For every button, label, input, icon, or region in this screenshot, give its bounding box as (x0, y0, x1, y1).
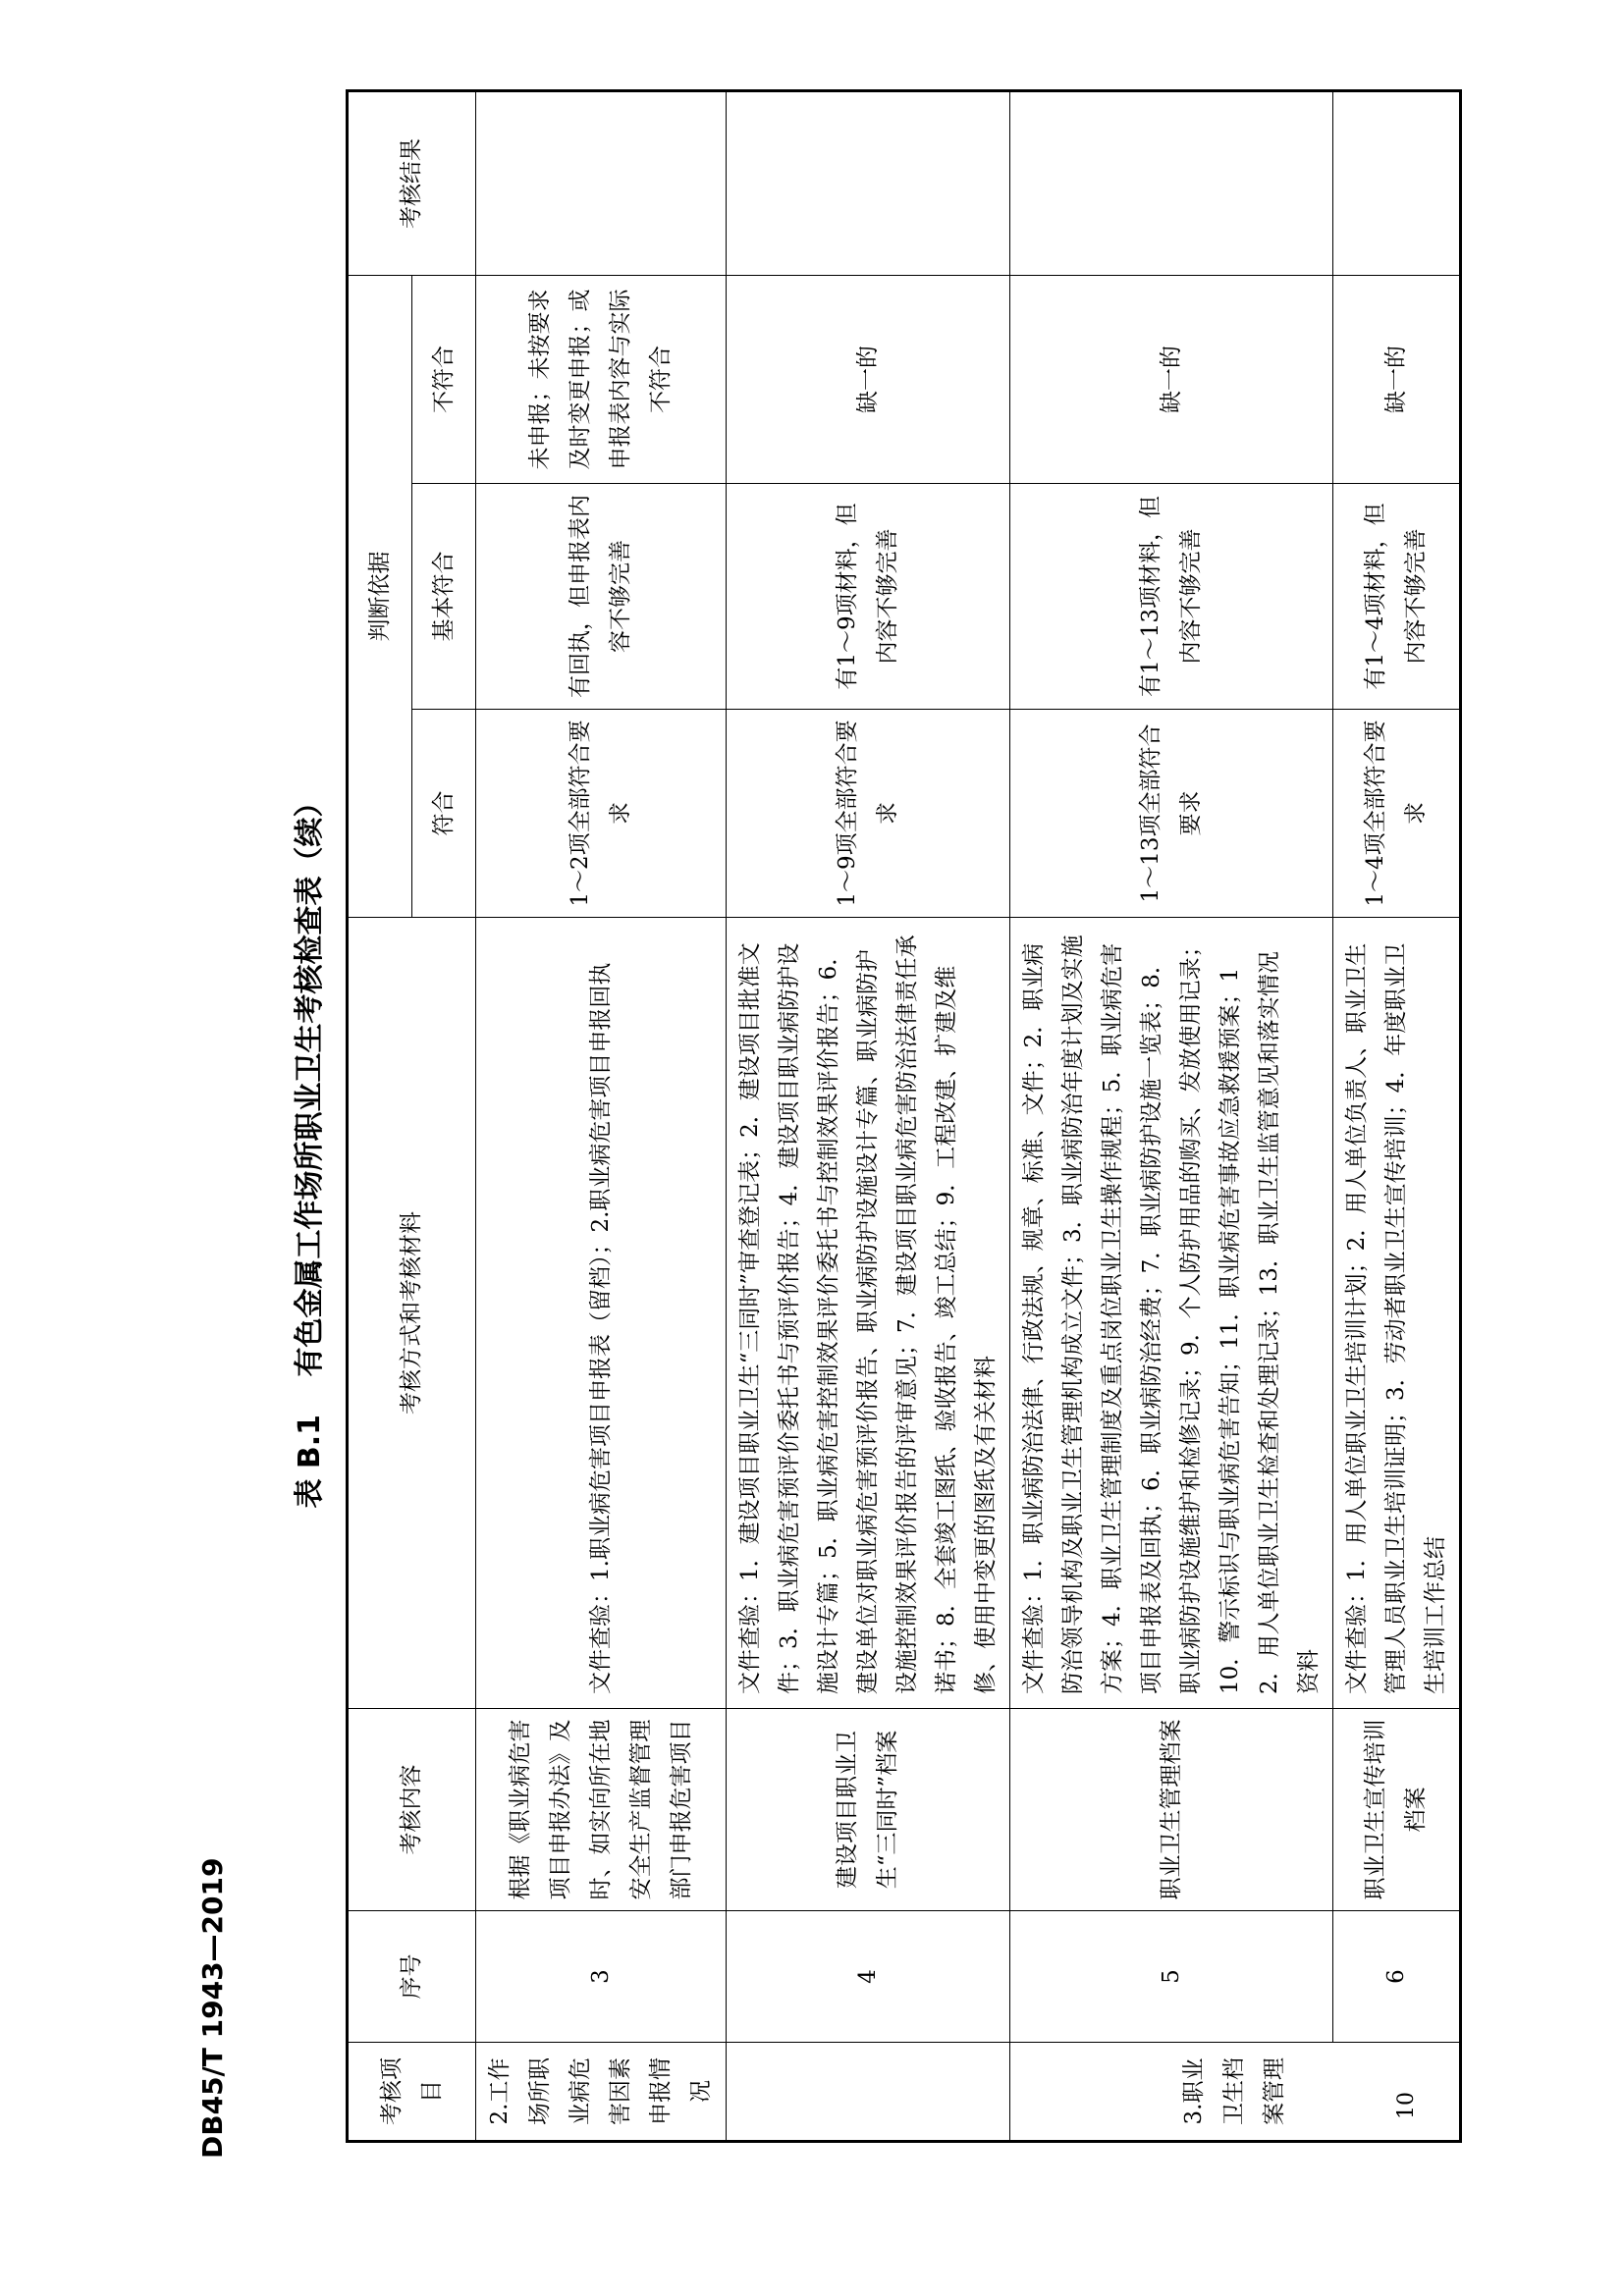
comply-cell: 1～4项全部符合要求 (1333, 710, 1461, 918)
table-caption (285, 0, 328, 2296)
row-number: 3 (476, 1911, 727, 2043)
comply-cell: 1～9项全部符合要求 (727, 710, 1010, 918)
basic-comply-cell: 有回执，但申报表内容不够完善 (476, 484, 727, 710)
noncomply-cell: 缺一的 (1333, 275, 1461, 483)
row-number: 5 (1010, 1911, 1333, 2043)
content-cell: 职业卫生管理档案 (1010, 1709, 1333, 1911)
content-cell: 根据《职业病危害项目申报办法》及时、如实向所在地安全生产监督管理部门申报危害项目 (476, 1709, 727, 1911)
row-number: 6 (1333, 1911, 1461, 2043)
comply-cell: 1～2项全部符合要求 (476, 710, 727, 918)
inspection-table (346, 89, 1462, 2143)
header-noncomply: 不符合 (412, 275, 476, 483)
noncomply-cell: 缺一的 (1010, 275, 1333, 483)
method-cell: 文件查验：1．用人单位职业卫生培训计划；2．用人单位负责人、职业卫生管理人员职业卫生培训证明；3．劳动者职业卫生宣传培训；4．年度职业卫生培训工作总结 (1333, 918, 1461, 1709)
basic-comply-cell: 有1～13项材料，但内容不够完善 (1010, 484, 1333, 710)
table-row (727, 90, 1010, 2141)
result-cell (1333, 90, 1461, 275)
header-project: 考核项目 (348, 2043, 476, 2142)
header-basis: 判断依据 (348, 275, 412, 917)
project-cell-empty (727, 2043, 1010, 2142)
content-cell: 建设项目职业卫生“三同时”档案 (727, 1709, 1010, 1911)
header-comply: 符合 (412, 710, 476, 918)
table-title: 有色金属工作场所职业卫生考核检查表（续） (293, 787, 327, 1377)
basic-comply-cell: 有1～9项材料，但内容不够完善 (727, 484, 1010, 710)
project-cell: 2.工作场所职业病危害因素申报情况 (476, 2043, 727, 2142)
header-method: 考核方式和考核材料 (348, 918, 476, 1709)
method-cell: 文件查验：1．职业病防治法律、行政法规、规章、标准、文件；2．职业病防治领导机构及职业卫生管理机构成立文件；3．职业病防治年度计划及实施方案；4．职业卫生管理制度及重点岗位职业卫生操作规程；5．职业病危害项目申报表及回执；6．职业病防治经费；7．职业病防护设施一览表；8．职业病防护设施维护和检修记录；9．个人防护用品的购买、发放使用记录；10．警示标识与职业病危害告知；11．职业病危害事故应急救援预案；12．用人单位职业卫生检查和处理记录；13．职业卫生监管意见和落实情况资料 (1010, 918, 1333, 1709)
row-number: 4 (727, 1911, 1010, 2043)
comply-cell: 1～13项全部符合要求 (1010, 710, 1333, 918)
method-cell: 文件查验：1.职业病危害项目申报表（留档）；2.职业病危害项目申报回执 (476, 918, 727, 1709)
result-cell (1010, 90, 1333, 275)
header-basic-comply: 基本符合 (412, 484, 476, 710)
table-row (1010, 90, 1333, 2141)
result-cell (476, 90, 727, 275)
method-cell: 文件查验：1．建设项目职业卫生“三同时”审查登记表；2．建设项目批准文件；3．职业病危害预评价委托书与预评价报告；4．建设项目职业病防护设施设计专篇；5．职业病危害控制效果评价委托书与控制效果评价报告；6．建设单位对职业病危害预评价报告、职业病防护设施设计专篇、职业病防护设施控制效果评价报告的评审意见；7．建设项目职业病危害防治法律责任承诺书；8．全套竣工图纸、验收报告、竣工总结；9．工程改建、扩建及维修、使用中变更的图纸及有关材料 (727, 918, 1010, 1709)
table-number: 表 B.1 (293, 1414, 327, 1509)
table-row (1333, 90, 1461, 2141)
page-number: 10 (1394, 2092, 1419, 2119)
table-row (476, 90, 727, 2141)
result-cell (727, 90, 1010, 275)
header-row-1 (348, 90, 412, 2141)
noncomply-cell: 缺一的 (727, 275, 1010, 483)
header-content: 考核内容 (348, 1709, 476, 1911)
header-result: 考核结果 (348, 90, 476, 275)
project-cell: 3.职业卫生档案管理 (1010, 2043, 1461, 2142)
standard-code: DB45/T 1943—2019 (196, 1857, 229, 2159)
header-no: 序号 (348, 1911, 476, 2043)
noncomply-cell: 未申报；未按要求及时变更申报；或申报表内容与实际不符合 (476, 275, 727, 483)
basic-comply-cell: 有1～4项材料，但内容不够完善 (1333, 484, 1461, 710)
content-cell: 职业卫生宣传培训档案 (1333, 1709, 1461, 1911)
